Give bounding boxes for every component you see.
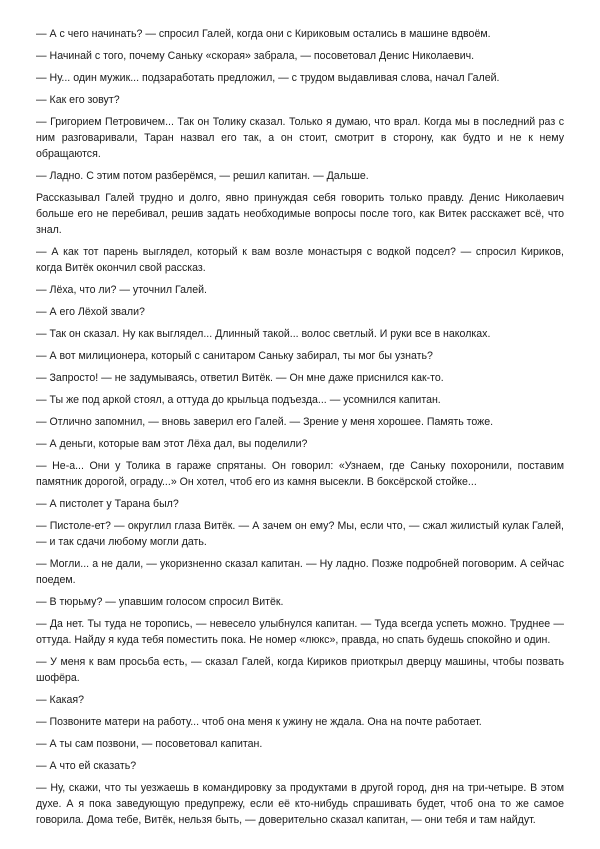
paragraph: — А что ей сказать? [36,760,137,772]
paragraph: — А вот милиционера, который с санитаром Саньку забирал, ты мог бы узнать? [36,350,433,362]
paragraph: — Лёха, что ли? — уточнил Галей. [36,284,207,296]
paragraph: — Ну... один мужик... подзаработать предложил, — с трудом выдавливая слова, начал Галей. [36,72,500,84]
paragraph: — Ладно. С этим потом разберёмся, — решил капитан. — Дальше. [36,170,369,182]
paragraph: Рассказывал Галей трудно и долго, явно принуждая себя говорить только правду. Денис Николаевич больше его не перебивал, решив задать необходимые вопросы после того, как Витек расскажет всё, что знал. [36,192,564,236]
paragraph: — Ты же под аркой стоял, а оттуда до крыльца подъезда... — усомнился капитан. [36,394,441,406]
paragraph: — Позвоните матери на работу... чтоб она меня к ужину не ждала. Она на почте работает. [36,716,482,728]
paragraph: — А пистолет у Тарана был? [36,498,179,510]
paragraph: — Пистоле-ет? — округлил глаза Витёк. — А зачем он ему? Мы, если что, — сжал жилистый кулак Галей, — и так сдачи любому могли дать. [36,520,564,548]
paragraph: — А как тот парень выглядел, который к вам возле монастыря с водкой подсел? — спросил Кириков, когда Витёк окончил свой рассказ. [36,246,564,274]
paragraph: — А деньги, которые вам этот Лёха дал, вы поделили? [36,438,308,450]
paragraph: — Да нет. Ты туда не торопись, — невесело улыбнулся капитан. — Туда всегда успеть можно. Труднее — оттуда. Найду я куда тебя поместить пока. Не номер «люкс», правда, но спать будешь спокойно и один. [36,618,564,646]
paragraph: — Не-а... Они у Толика в гараже спрятаны. Он говорил: «Узнаем, где Саньку похоронили, поставим памятник дорогой, ограду...» Он хотел, чтоб его из камня высекли. В боксёрской стойке... [36,460,564,488]
paragraph: — Какая? [36,694,84,706]
paragraph: — Так он сказал. Ну как выглядел... Длинный такой... волос светлый. И руки все в наколках. [36,328,491,340]
paragraph: — Начинай с того, почему Саньку «скорая» забрала, — посоветовал Денис Николаевич. [36,50,475,62]
paragraph: — Запросто! — не задумываясь, ответил Витёк. — Он мне даже приснился как-то. [36,372,444,384]
paragraph: — В тюрьму? — упавшим голосом спросил Витёк. [36,596,284,608]
paragraph: — Могли... а не дали, — укоризненно сказал капитан. — Ну ладно. Позже подробней поговорим. А сейчас поедем. [36,558,564,586]
paragraph: — А с чего начинать? — спросил Галей, когда они с Кириковым остались в машине вдвоём. [36,28,491,40]
paragraph: — А ты сам позвони, — посоветовал капитан. [36,738,263,750]
paragraph: — А его Лёхой звали? [36,306,145,318]
paragraph: — Ну, скажи, что ты уезжаешь в командировку за продуктами в другой город, дня на три-четыре. В этом духе. А я пока заведующую предупрежу, если её кто-нибудь спрашивать будет, чтоб она то же самое говорила. Дома тебе, Витёк, нельзя быть, — доверительно сказал капитан, — они тебя и там найдут. [36,782,564,826]
paragraph: — Отлично запомнил, — вновь заверил его Галей. — Зрение у меня хорошее. Память тоже. [36,416,494,428]
paragraph: — У меня к вам просьба есть, — сказал Галей, когда Кириков приоткрыл дверцу машины, чтобы позвать шофёра. [36,656,564,684]
paragraph: — Как его зовут? [36,94,120,106]
paragraph: — Григорием Петровичем... Так он Толику сказал. Только я думаю, что врал. Когда мы в последний раз с ним разговаривали, Таран назвал его так, а он стоит, смотрит в сторону, как будто и не к нему обращаются. [36,116,564,160]
